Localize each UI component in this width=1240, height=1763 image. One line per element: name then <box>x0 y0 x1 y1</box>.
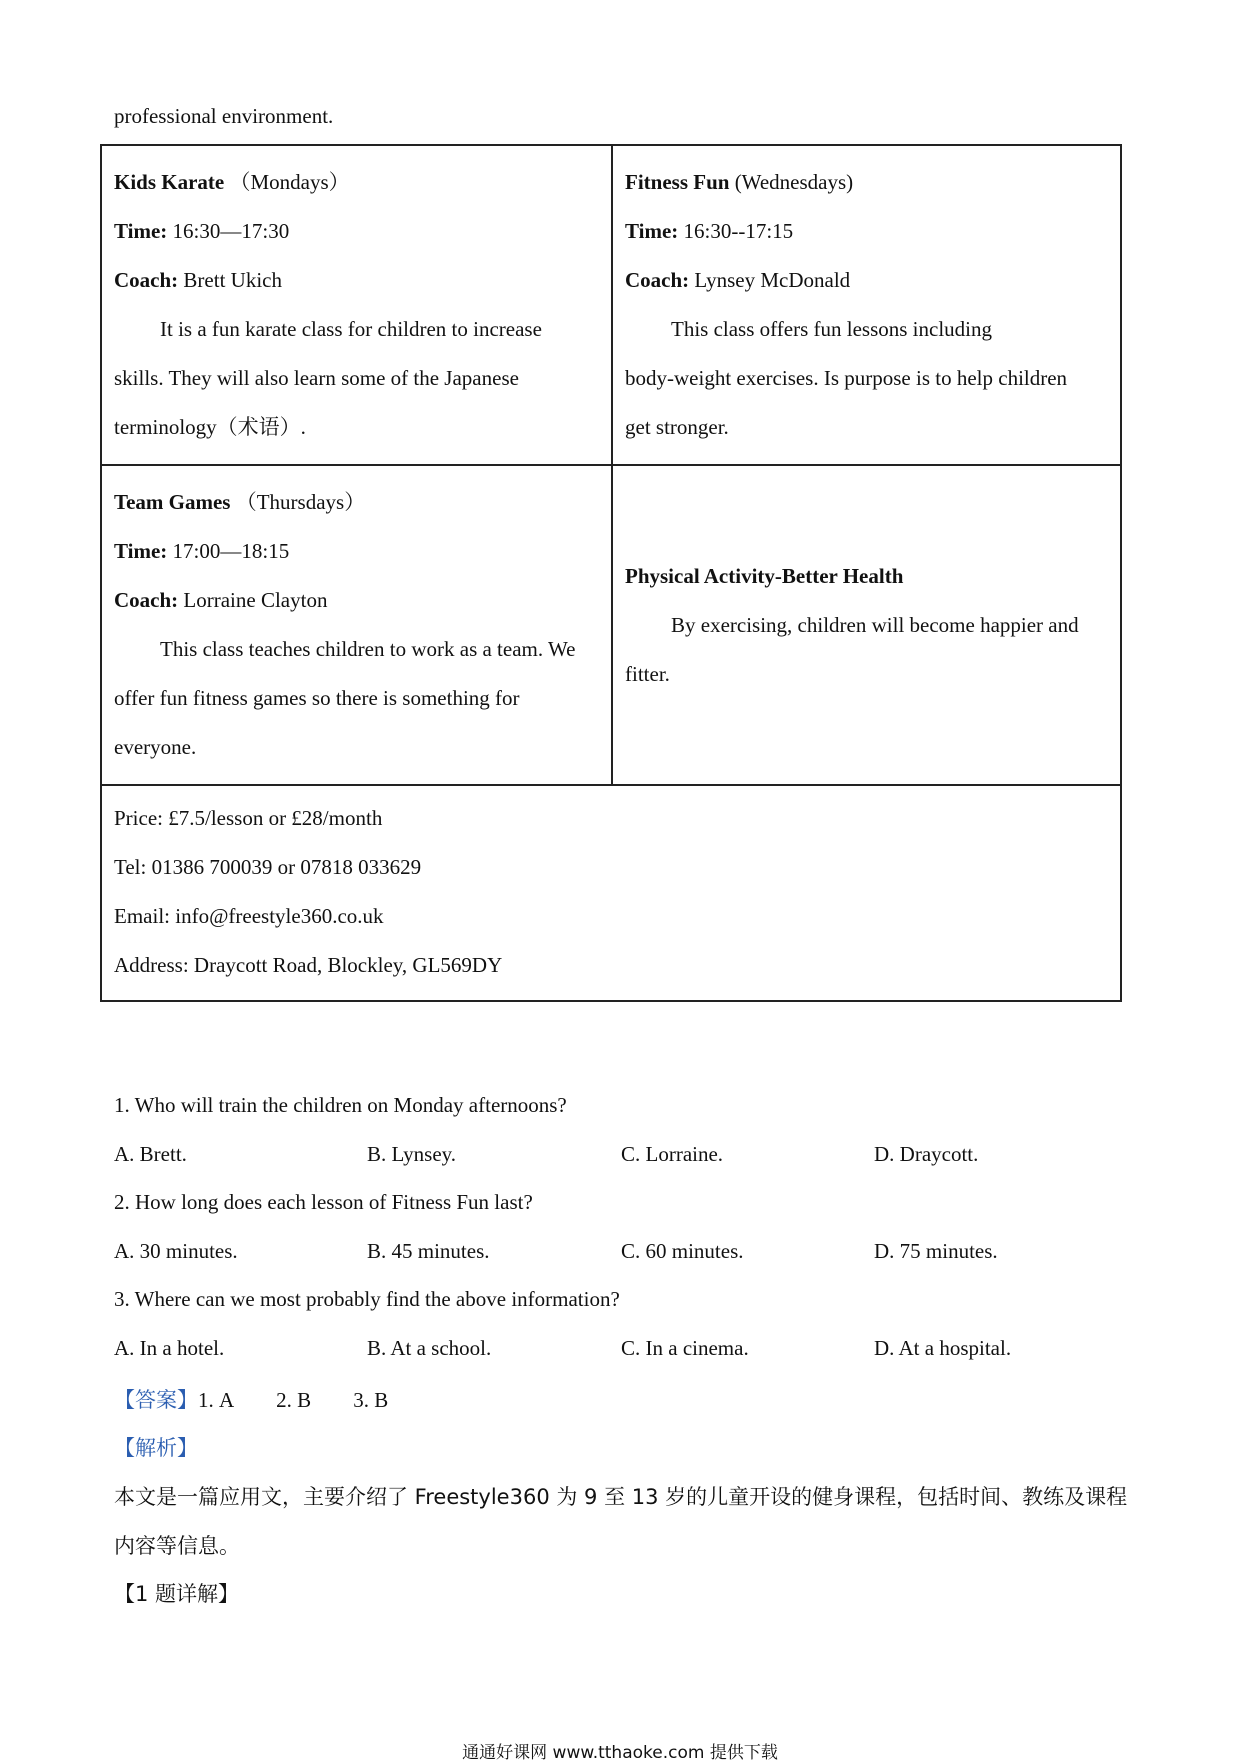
coach-label: Coach: <box>114 588 179 612</box>
option: D. At a hospital. <box>874 1336 1012 1360</box>
option: B. Lynsey. <box>367 1142 457 1166</box>
answer-3: 3. B <box>353 1388 389 1412</box>
option: A. In a hotel. <box>114 1336 225 1360</box>
class-coach: Lynsey McDonald <box>694 268 851 292</box>
contact-info-cell <box>101 785 1121 1001</box>
class-card-kids-karate <box>101 145 612 465</box>
option: A. Brett. <box>114 1142 187 1166</box>
class-time: 16:30--17:15 <box>683 219 794 243</box>
answer-2: 2. B <box>276 1388 312 1412</box>
time-label: Time: <box>114 539 168 563</box>
class-description-line: This class offers fun lessons including <box>671 317 992 341</box>
question-2: 2. How long does each lesson of Fitness Fun last? <box>114 1190 533 1214</box>
option: C. 60 minutes. <box>621 1239 744 1263</box>
email-line: Email: info@freestyle360.co.uk <box>114 904 384 928</box>
option: B. At a school. <box>367 1336 492 1360</box>
analysis-text-line: 内容等信息。 <box>114 1534 240 1558</box>
health-text-line: fitter. <box>625 661 670 686</box>
analysis-tag-line <box>114 1432 198 1462</box>
detail-heading: 【1 题详解】 <box>114 1582 240 1606</box>
option: D. 75 minutes. <box>874 1239 998 1263</box>
class-description-line: everyone. <box>114 735 197 759</box>
class-name: Kids Karate <box>114 170 225 194</box>
class-card-fitness-fun <box>612 145 1121 465</box>
analysis-text-line: 本文是一篇应用文，主要介绍了 Freestyle360 为 9 至 13 岁的儿童开设的健身课程，包括时间、教练及课程 <box>114 1485 1128 1509</box>
class-time: 16:30—17:30 <box>172 219 290 243</box>
question-3: 3. Where can we most probably find the above information? <box>114 1287 620 1311</box>
analysis-tag: 【解析】 <box>114 1436 198 1460</box>
coach-label: Coach: <box>625 268 690 292</box>
class-description-line: It is a fun karate class for children to increase <box>160 317 542 341</box>
option: C. Lorraine. <box>621 1142 724 1166</box>
class-name: Team Games <box>114 490 231 514</box>
coach-label: Coach: <box>114 268 179 292</box>
time-label: Time: <box>114 219 168 243</box>
class-day: （Thursdays） <box>235 490 366 514</box>
option: A. 30 minutes. <box>114 1239 238 1263</box>
class-card-team-games <box>101 465 612 785</box>
class-description-line: get stronger. <box>625 415 729 439</box>
page-footer: 通通好课网 www.tthaoke.com 提供下载 <box>462 1743 778 1763</box>
answer-1: 1. A <box>198 1388 235 1412</box>
class-day: (Wednesdays) <box>734 170 854 194</box>
class-coach: Brett Ukich <box>183 268 282 292</box>
health-text-line: By exercising, children will become happier and <box>671 612 1079 637</box>
lead-text: professional environment. <box>114 104 334 128</box>
price-line: Price: £7.5/lesson or £28/month <box>114 806 383 830</box>
class-time: 17:00—18:15 <box>172 539 290 563</box>
class-description-line: offer fun fitness games so there is something for <box>114 686 520 710</box>
health-card <box>612 465 1121 785</box>
class-name: Fitness Fun <box>625 170 730 194</box>
option: C. In a cinema. <box>621 1336 749 1360</box>
class-description-line: body-weight exercises. Is purpose is to help children <box>625 366 1068 390</box>
class-description-line: skills. They will also learn some of the Japanese <box>114 366 519 390</box>
option: D. Draycott. <box>874 1142 979 1166</box>
answer-tag: 【答案】 <box>114 1388 198 1412</box>
class-description-line: This class teaches children to work as a team. We <box>160 637 576 661</box>
class-schedule-table <box>100 144 1122 1002</box>
answer-line <box>114 1384 388 1414</box>
time-label: Time: <box>625 219 679 243</box>
class-description-line: terminology（术语）. <box>114 415 306 439</box>
tel-line: Tel: 01386 700039 or 07818 033629 <box>114 855 422 879</box>
question-1: 1. Who will train the children on Monday afternoons? <box>114 1093 567 1117</box>
address-line: Address: Draycott Road, Blockley, GL569DY <box>114 953 503 977</box>
option: B. 45 minutes. <box>367 1239 490 1263</box>
class-day: （Mondays） <box>229 170 350 194</box>
class-coach: Lorraine Clayton <box>183 588 328 612</box>
health-title: Physical Activity-Better Health <box>625 563 904 588</box>
